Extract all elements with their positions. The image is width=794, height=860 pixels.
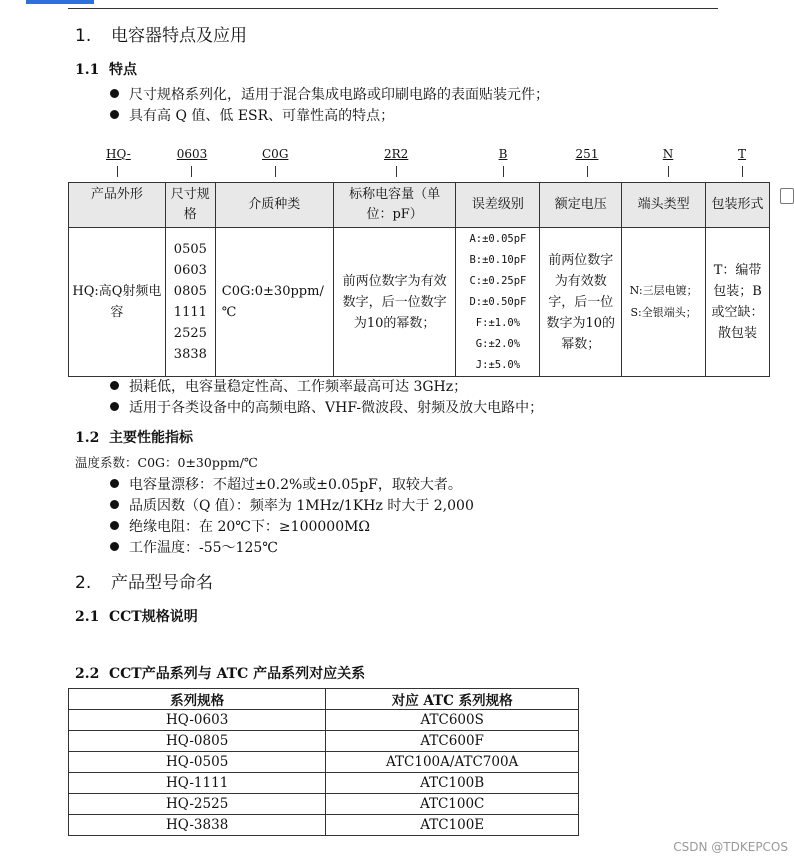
cell-dielectric: C0G:0±30ppm/℃ <box>215 228 333 377</box>
bullet-text: 损耗低，电容量稳定性高、工作频率最高可达 3GHz； <box>129 379 468 395</box>
cell-series: HQ-3838 <box>69 815 326 836</box>
section-2-heading <box>75 568 213 593</box>
table-body-row <box>69 228 770 377</box>
bullet-text: 工作温度：-55～125℃ <box>129 540 278 556</box>
code-tick <box>742 166 743 177</box>
bullet-item <box>110 84 549 104</box>
section-1-1-heading <box>75 59 137 79</box>
table-header-row <box>69 183 770 228</box>
bullet-item <box>110 516 370 536</box>
tolerance-item: C:±0.25pF <box>469 274 527 287</box>
cell-series: HQ-1111 <box>69 773 326 794</box>
model-code-table <box>68 182 770 377</box>
header-capacitance: 标称电容量（单位：pF） <box>333 183 456 228</box>
header-termination: 端头类型 <box>622 183 706 228</box>
code-tick <box>117 166 118 177</box>
bullet-item <box>110 376 467 396</box>
bullet-text: 具有高 Q 值、低 ESR、可靠性高的特点； <box>129 108 395 124</box>
section-2-2-heading <box>75 663 365 683</box>
bullet-dot <box>110 402 119 411</box>
bullet-dot <box>110 521 119 530</box>
bullet-text: 品质因数（Q 值）：频率为 1MHz/1KHz 时大于 2,000 <box>129 498 474 514</box>
section-1-2-heading <box>75 427 193 447</box>
header-series: 系列规格 <box>69 689 326 710</box>
code-tick <box>587 166 588 177</box>
header-dielectric: 介质种类 <box>215 183 333 228</box>
header-tolerance: 误差级别 <box>456 183 540 228</box>
size-item: 3838 <box>173 347 207 362</box>
section-1-2-title: 主要性能指标 <box>109 430 193 446</box>
code-tick <box>668 166 669 177</box>
table-row <box>69 752 579 773</box>
table-row <box>69 794 579 815</box>
bullet-dot <box>110 89 119 98</box>
bullet-item <box>110 397 543 417</box>
bullet-dot <box>110 542 119 551</box>
size-item: 0603 <box>173 263 207 278</box>
section-1-title: 电容器特点及应用 <box>111 26 247 46</box>
code-termination: N <box>662 147 674 161</box>
cell-voltage: 前两位数字为有效数字，后一位数字为10的幂数； <box>540 228 622 377</box>
top-accent-bar <box>26 0 94 4</box>
bullet-item <box>110 105 394 125</box>
code-packaging: T <box>737 147 746 161</box>
bullet-text: 绝缘电阻：在 20℃下：≥100000MΩ <box>129 519 371 535</box>
tolerance-item: F:±1.0% <box>475 316 521 329</box>
tolerance-item: A:±0.05pF <box>469 232 527 245</box>
section-1-heading <box>75 21 247 46</box>
code-tick <box>191 166 192 177</box>
cell-termination: N:三层电镀；S:全银端头； <box>622 228 706 377</box>
bullet-dot <box>110 381 119 390</box>
cell-atc: ATC100E <box>326 815 579 836</box>
section-2-title: 产品型号命名 <box>111 573 213 593</box>
watermark-text: CSDN @TDKEPCOS <box>673 840 788 854</box>
section-2-number: 2. <box>75 573 92 593</box>
code-size: 0603 <box>176 147 208 161</box>
cell-atc: ATC100A/ATC700A <box>326 752 579 773</box>
cell-shape: HQ:高Q射频电容 <box>69 228 166 377</box>
bullet-dot <box>110 479 119 488</box>
tolerance-item: B:±0.10pF <box>469 253 527 266</box>
bullet-dot <box>110 110 119 119</box>
table-row <box>69 710 579 731</box>
section-2-2-title: CCT产品系列与 ATC 产品系列对应关系 <box>109 666 366 682</box>
tolerance-item: D:±0.50pF <box>469 295 527 308</box>
table-header-row <box>69 689 579 710</box>
code-tolerance: B <box>498 147 508 161</box>
header-atc-series: 对应 ATC 系列规格 <box>326 689 579 710</box>
table-row <box>69 815 579 836</box>
size-item: 0505 <box>173 242 207 257</box>
cell-atc: ATC100C <box>326 794 579 815</box>
bullet-dot <box>110 500 119 509</box>
bullet-item <box>110 537 278 557</box>
table-row <box>69 731 579 752</box>
code-voltage: 251 <box>575 147 599 161</box>
cell-capacitance: 前两位数字为有效数字，后一位数字为10的幂数； <box>333 228 456 377</box>
code-tick <box>275 166 276 177</box>
section-2-1-number: 2.1 <box>75 609 100 625</box>
cell-atc: ATC100B <box>326 773 579 794</box>
bullet-text: 尺寸规格系列化，适用于混合集成电路或印刷电路的表面贴装元件； <box>129 87 549 103</box>
cell-tolerance <box>456 228 540 377</box>
header-size: 尺寸规格 <box>165 183 215 228</box>
tolerance-item: G:±2.0% <box>475 337 521 350</box>
section-1-1-title: 特点 <box>109 62 137 78</box>
size-item: 2525 <box>173 326 207 341</box>
cell-atc: ATC600S <box>326 710 579 731</box>
bullet-item <box>110 495 474 515</box>
cell-series: HQ-0603 <box>69 710 326 731</box>
side-panel-icon[interactable] <box>780 188 794 204</box>
header-rule <box>68 8 718 9</box>
code-dielectric: C0G <box>262 147 289 161</box>
header-packaging: 包装形式 <box>706 183 770 228</box>
temp-coefficient-text: 温度系数：C0G：0±30ppm/℃ <box>75 455 258 470</box>
header-shape: 产品外形 <box>69 183 166 228</box>
section-1-1-number: 1.1 <box>75 62 100 78</box>
atc-mapping-table <box>68 688 579 836</box>
section-2-1-heading <box>75 606 198 626</box>
cell-series: HQ-0505 <box>69 752 326 773</box>
cell-series: HQ-0805 <box>69 731 326 752</box>
cell-series: HQ-2525 <box>69 794 326 815</box>
section-1-2-number: 1.2 <box>75 430 100 446</box>
bullet-item <box>110 474 462 494</box>
section-2-1-title: CCT规格说明 <box>109 609 198 625</box>
bullet-text: 适用于各类设备中的高频电路、VHF-微波段、射频及放大电路中； <box>129 400 544 416</box>
cell-sizes <box>165 228 215 377</box>
bullet-text: 电容量漂移：不超过±0.2%或±0.05pF，取较大者。 <box>129 477 462 493</box>
cell-atc: ATC600F <box>326 731 579 752</box>
code-prefix: HQ- <box>106 147 131 161</box>
size-item: 0805 <box>173 284 207 299</box>
table-row <box>69 773 579 794</box>
cell-packaging: T：编带包装；B或空缺：散包装 <box>706 228 770 377</box>
tolerance-item: J:±5.0% <box>475 358 521 371</box>
section-2-2-number: 2.2 <box>75 666 100 682</box>
header-voltage: 额定电压 <box>540 183 622 228</box>
code-capacitance: 2R2 <box>384 147 409 161</box>
code-tick <box>503 166 504 177</box>
section-1-number: 1. <box>75 26 92 46</box>
code-tick <box>396 166 397 177</box>
size-item: 1111 <box>173 305 207 320</box>
